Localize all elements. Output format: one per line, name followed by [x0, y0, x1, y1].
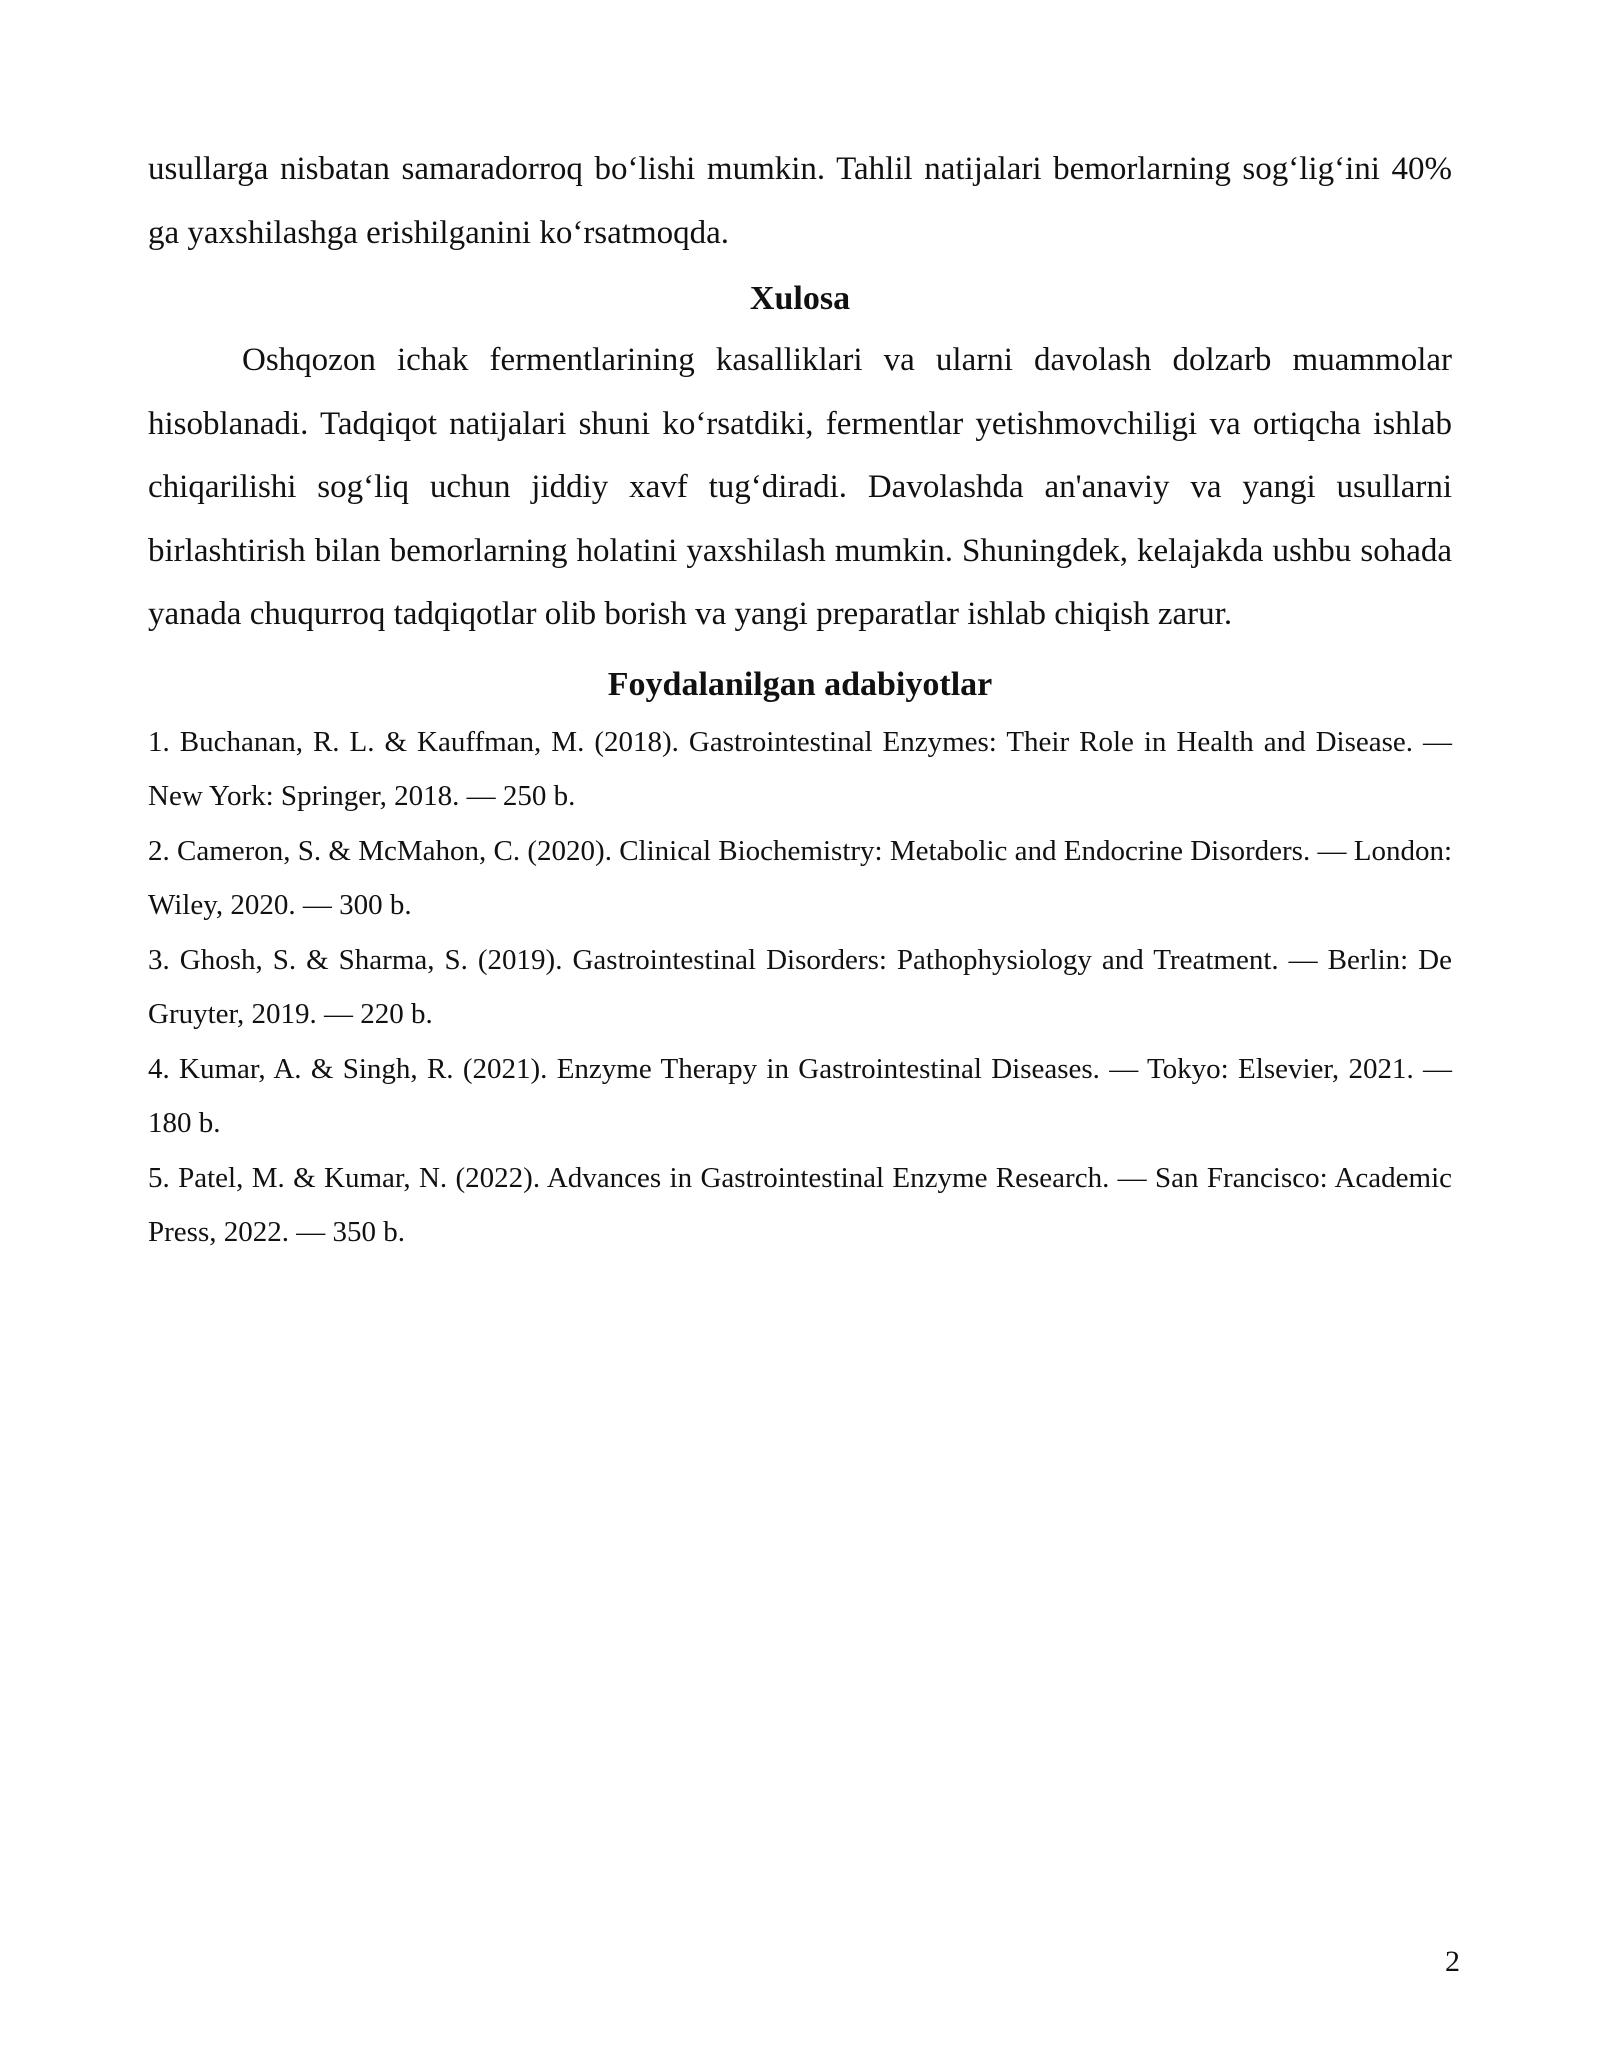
- reference-item-2: 2. Cameron, S. & McMahon, C. (2020). Clinical Biochemistry: Metabolic and Endocrine Disorders. — London: Wiley, 2020. — 300 b.: [148, 834, 1452, 921]
- reference-item-1: 1. Buchanan, R. L. & Kauffman, M. (2018). Gastrointestinal Enzymes: Their Role in Health and Disease. — New York: Springer, 2018. — 250 b.: [148, 725, 1452, 812]
- reference-item-5: 5. Patel, M. & Kumar, N. (2022). Advances in Gastrointestinal Enzyme Research. — San Francisco: Academic Press, 2022. — 350 b.: [148, 1161, 1452, 1248]
- reference-item-3: 3. Ghosh, S. & Sharma, S. (2019). Gastrointestinal Disorders: Pathophysiology and Treatment. — Berlin: De Gruyter, 2019. — 220 b.: [148, 943, 1452, 1030]
- document-page: [148, 138, 1452, 1260]
- reference-list: [148, 715, 1452, 1260]
- conclusion-paragraph: Oshqozon ichak fermentlarining kasalliklari va ularni davolash dolzarb muammolar hisoblanadi. Tadqiqot natijalari shuni ko‘rsatdiki, fermentlar yetishmovchiligi va ortiqcha ishlab chiqarilishi sog‘liq uchun jiddiy xavf tug‘diradi. Davolashda an'anaviy va yangi usullarni birlashtirish bilan bemorlarning holatini yaxshilash mumkin. Shuningdek, kelajakda ushbu sohada yanada chuqurroq tadqiqotlar olib borish va yangi preparatlar ishlab chiqish zarur.: [148, 342, 1452, 632]
- conclusion-heading: Xulosa: [749, 280, 851, 317]
- reference-item-4: 4. Kumar, A. & Singh, R. (2021). Enzyme Therapy in Gastrointestinal Diseases. — Tokyo: Elsevier, 2021. — 180 b.: [148, 1052, 1452, 1139]
- intro-paragraph: usullarga nisbatan samaradorroq bo‘lishi mumkin. Tahlil natijalari bemorlarning sog‘lig‘ini 40% ga yaxshilashga erishilganini ko‘rsatmoqda.: [148, 151, 1452, 251]
- references-heading: Foydalanilgan adabiyotlar: [607, 665, 993, 703]
- page-number: 2: [1445, 1945, 1460, 1978]
